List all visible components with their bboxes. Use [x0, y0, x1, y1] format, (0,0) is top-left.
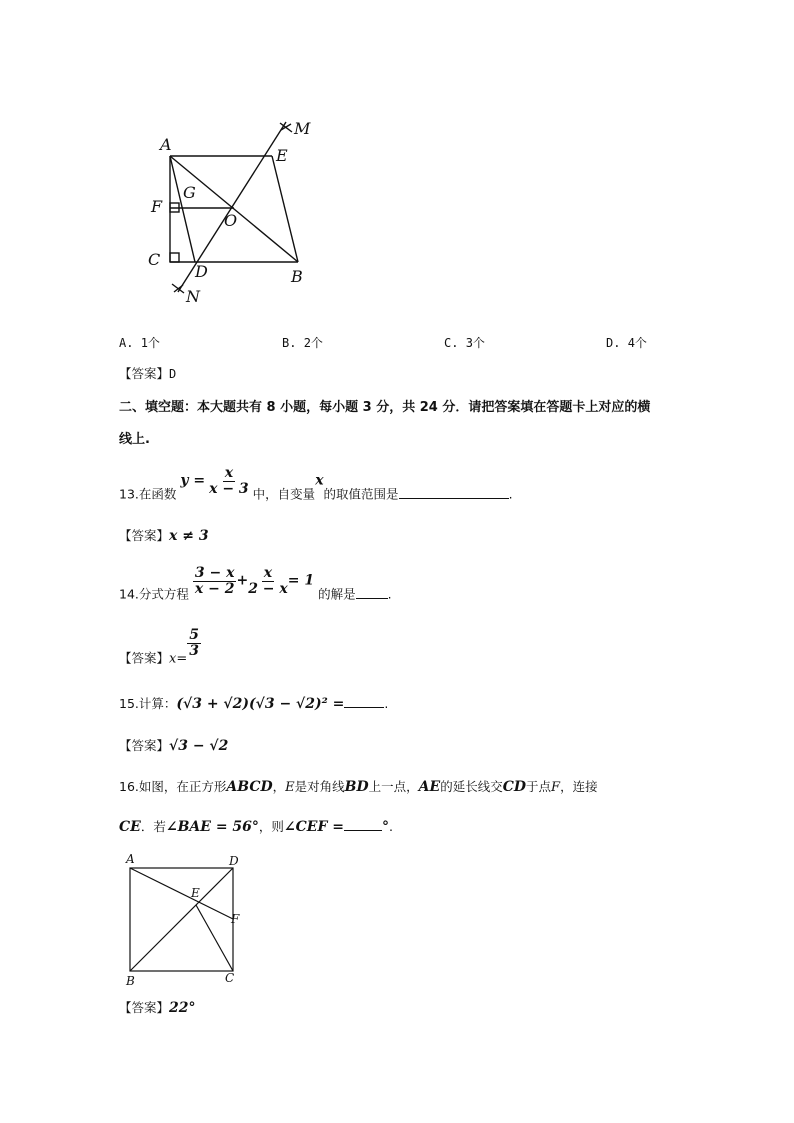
label-E: E [276, 146, 288, 165]
choice-c: C. 3个 [444, 336, 485, 350]
q14-answer: 【答案】x= $\frac{5}{3}$ [119, 627, 199, 667]
label-E2: E [191, 886, 200, 900]
q16-line1: 16.如图，在正方形ABCD，E是对角线BD上一点，AE的延长线交CD于点F，连接 [119, 779, 598, 795]
label-C: C [148, 250, 161, 269]
label-F: F [151, 197, 163, 216]
label-C2: C [225, 971, 235, 985]
label-M: M [294, 119, 311, 138]
q16-answer: 【答案】22° [119, 1000, 196, 1016]
q12-answer: 【答案】D [119, 366, 177, 381]
q16-line2: CE．若∠BAE = 56°，则∠CEF = °. [119, 819, 393, 835]
q13: 13.在函数 y = $\frac{x}{x - 3}$ 中，自变量x的取值范围是 . [119, 465, 513, 502]
label-D2: D [229, 854, 239, 868]
section2-line1: 二、填空题：本大题共有 8 小题，每小题 3 分，共 24 分．请把答案填在答题卡上对应的横 [119, 400, 651, 415]
label-N: N [186, 287, 200, 306]
label-F2: F [231, 912, 240, 926]
label-A2: A [126, 852, 135, 866]
q15-answer: 【答案】√3 − √2 [119, 738, 229, 754]
q14: 14.分式方程 $\frac{3 - x}{x - 2}$ + $\frac{x}{2 - x}$ = 1 的解是 . [119, 565, 392, 602]
section2-line2: 线上. [119, 432, 150, 447]
label-D: D [195, 262, 208, 281]
label-O: O [224, 211, 238, 230]
q15: 15.计算：(√3 + √2)(√3 − √2)² = . [119, 696, 389, 712]
figure-parallelogram [140, 110, 340, 310]
label-B2: B [126, 974, 135, 988]
label-G: G [183, 183, 196, 202]
label-A: A [160, 135, 172, 154]
q13-answer: 【答案】x ≠ 3 [119, 528, 209, 544]
figure-square [122, 850, 252, 990]
choice-a: A. 1个 [119, 336, 160, 350]
choice-b: B. 2个 [282, 336, 323, 350]
choice-d: D. 4个 [606, 336, 647, 350]
label-B: B [291, 267, 303, 286]
